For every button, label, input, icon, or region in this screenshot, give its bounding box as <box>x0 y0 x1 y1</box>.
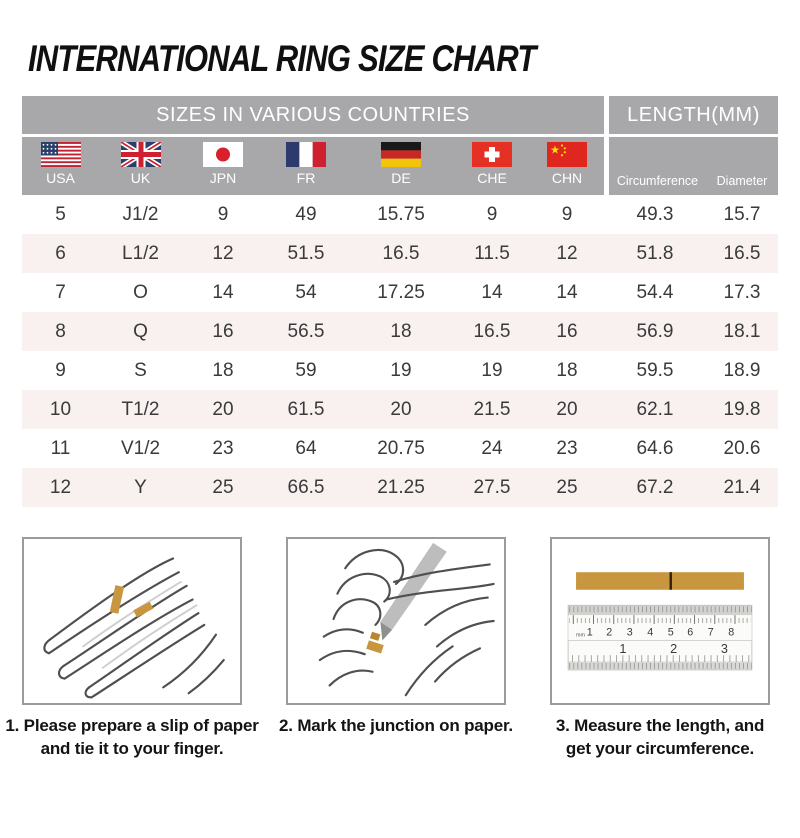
svg-text:6: 6 <box>687 626 694 639</box>
table-cell: 16.5 <box>473 320 511 342</box>
table-cell: 12 <box>556 242 578 264</box>
column-label-uk: UK <box>130 170 151 186</box>
table-cell: 12 <box>49 476 72 498</box>
table-cell: L1/2 <box>122 242 159 264</box>
table-cell: 56.5 <box>287 320 325 342</box>
column-label-che: CHE <box>477 170 507 186</box>
ruler-unit-label: mm <box>576 632 585 639</box>
table-cell: 49.3 <box>636 203 674 225</box>
table-cell: 12 <box>212 242 234 264</box>
table-cell: 62.1 <box>636 398 674 420</box>
table-cell: 11 <box>50 437 71 459</box>
svg-text:4: 4 <box>647 626 654 639</box>
table-row <box>22 195 778 234</box>
column-label-circumference: Circumference <box>616 174 699 188</box>
table-cell: Y <box>134 476 147 498</box>
japan-flag-icon <box>203 142 243 167</box>
country-columns <box>22 137 604 195</box>
table-cell: 19.8 <box>723 398 761 420</box>
column-label-usa: USA <box>46 170 75 186</box>
table-column-header-row <box>22 137 778 195</box>
table-cell: 59 <box>295 359 317 381</box>
table-cell: 25 <box>212 476 234 498</box>
table-cell: 16 <box>212 320 234 342</box>
table-cell: 64.6 <box>636 437 674 459</box>
table-row <box>22 390 778 429</box>
table-cell: 56.9 <box>636 320 674 342</box>
ring-size-table <box>22 96 778 507</box>
table-cell: 54.4 <box>636 281 674 303</box>
table-cell: 10 <box>49 398 72 420</box>
svg-text:1: 1 <box>619 642 627 657</box>
column-header-che <box>454 137 530 195</box>
table-row <box>22 273 778 312</box>
table-cell: 23 <box>556 437 578 459</box>
svg-text:8: 8 <box>728 626 735 639</box>
table-cell: 20 <box>390 398 412 420</box>
table-cell: 9 <box>486 203 498 225</box>
table-cell: J1/2 <box>122 203 159 225</box>
ruler-illustration <box>550 537 770 705</box>
table-cell: 6 <box>55 242 66 264</box>
table-cell: O <box>133 281 148 303</box>
table-cell: 9 <box>217 203 229 225</box>
svg-text:5: 5 <box>667 626 674 639</box>
svg-text:1: 1 <box>586 626 593 639</box>
table-cell: 21.4 <box>723 476 761 498</box>
switzerland-flag-icon <box>472 142 512 167</box>
table-cell: 18 <box>556 359 578 381</box>
table-cell: Q <box>133 320 148 342</box>
germany-flag-icon <box>381 142 421 167</box>
column-header-usa <box>22 137 99 195</box>
svg-text:7: 7 <box>707 626 714 639</box>
table-cell: 14 <box>212 281 234 303</box>
table-cell: 21.25 <box>377 476 425 498</box>
table-cell: 21.5 <box>473 398 511 420</box>
table-cell: 23 <box>212 437 234 459</box>
table-cell: 16 <box>556 320 578 342</box>
column-label-diameter: Diameter <box>716 174 768 188</box>
table-cell: 19 <box>481 359 503 381</box>
table-cell: 25 <box>556 476 578 498</box>
table-cell: 27.5 <box>473 476 511 498</box>
instructions-section <box>5 537 800 760</box>
instruction-caption-2: 2. Mark the junction on paper. <box>279 716 513 735</box>
france-flag-icon <box>286 142 326 167</box>
table-cell: 14 <box>481 281 503 303</box>
table-cell: 5 <box>55 203 66 225</box>
svg-text:2: 2 <box>606 626 613 639</box>
table-cell: 19 <box>390 359 412 381</box>
table-cell: 20.75 <box>377 437 425 459</box>
table-cell: S <box>134 359 147 381</box>
table-row <box>22 234 778 273</box>
table-row <box>22 351 778 390</box>
table-cell: 14 <box>556 281 578 303</box>
table-cell: T1/2 <box>121 398 160 420</box>
uk-flag-icon <box>121 142 161 167</box>
table-cell: 9 <box>561 203 573 225</box>
column-header-uk <box>99 137 182 195</box>
table-cell: 8 <box>55 320 66 342</box>
group-header-sizes: SIZES IN VARIOUS COUNTRIES <box>22 96 604 134</box>
marking-paper-illustration <box>286 537 506 705</box>
column-label-fr: FR <box>296 170 316 186</box>
instruction-step-3 <box>550 537 770 760</box>
table-cell: 11.5 <box>474 242 510 264</box>
column-label-che: DE <box>391 170 411 186</box>
column-header-de <box>348 137 454 195</box>
page-title: INTERNATIONAL RING SIZE CHART <box>28 38 536 79</box>
table-cell: 20 <box>212 398 234 420</box>
table-cell: 7 <box>55 281 66 303</box>
svg-text:2: 2 <box>670 642 678 657</box>
table-cell: 64 <box>295 437 317 459</box>
table-cell: 16.5 <box>723 242 761 264</box>
table-cell: 49 <box>295 203 317 225</box>
table-cell: 15.75 <box>377 203 425 225</box>
svg-text:3: 3 <box>626 626 633 639</box>
table-cell: 17.3 <box>723 281 761 303</box>
table-cell: 9 <box>55 359 66 381</box>
table-row <box>22 429 778 468</box>
table-cell: 66.5 <box>287 476 325 498</box>
table-group-header-row <box>22 96 778 134</box>
table-cell: 18 <box>390 320 412 342</box>
instruction-caption-3: 3. Measure the length, and get your circumference. <box>555 716 765 758</box>
table-cell: 51.8 <box>636 242 674 264</box>
paper-strip <box>576 572 744 590</box>
table-cell: 20 <box>556 398 578 420</box>
usa-flag-icon <box>41 142 81 167</box>
column-header-fr <box>264 137 348 195</box>
table-cell: 61.5 <box>287 398 325 420</box>
group-header-length: LENGTH(MM) <box>604 96 778 134</box>
column-label-chn: CHN <box>551 170 583 186</box>
table-row <box>22 468 778 507</box>
table-cell: 24 <box>481 437 503 459</box>
column-header-chn <box>530 137 604 195</box>
instruction-step-1 <box>5 537 259 760</box>
instruction-caption-1: 1. Please prepare a slip of paper and tie it to your finger. <box>5 716 259 758</box>
table-cell: 15.7 <box>723 203 761 225</box>
hand-with-paper-illustration <box>22 537 242 705</box>
instruction-step-2 <box>279 537 513 760</box>
svg-text:3: 3 <box>720 642 728 657</box>
table-cell: 54 <box>295 281 317 303</box>
table-cell: 16.5 <box>382 242 420 264</box>
table-cell: 51.5 <box>287 242 325 264</box>
table-cell: 20.6 <box>723 437 761 459</box>
china-flag-icon <box>547 142 587 167</box>
table-row <box>22 312 778 351</box>
table-cell: 18 <box>212 359 234 381</box>
table-cell: V1/2 <box>120 437 161 459</box>
column-label-jpn: JPN <box>209 170 237 186</box>
column-header-jpn <box>182 137 264 195</box>
table-cell: 17.25 <box>377 281 425 303</box>
table-cell: 67.2 <box>636 476 674 498</box>
table-cell: 18.1 <box>723 320 761 342</box>
length-columns <box>604 137 778 195</box>
table-cell: 18.9 <box>723 359 761 381</box>
table-cell: 59.5 <box>636 359 674 381</box>
